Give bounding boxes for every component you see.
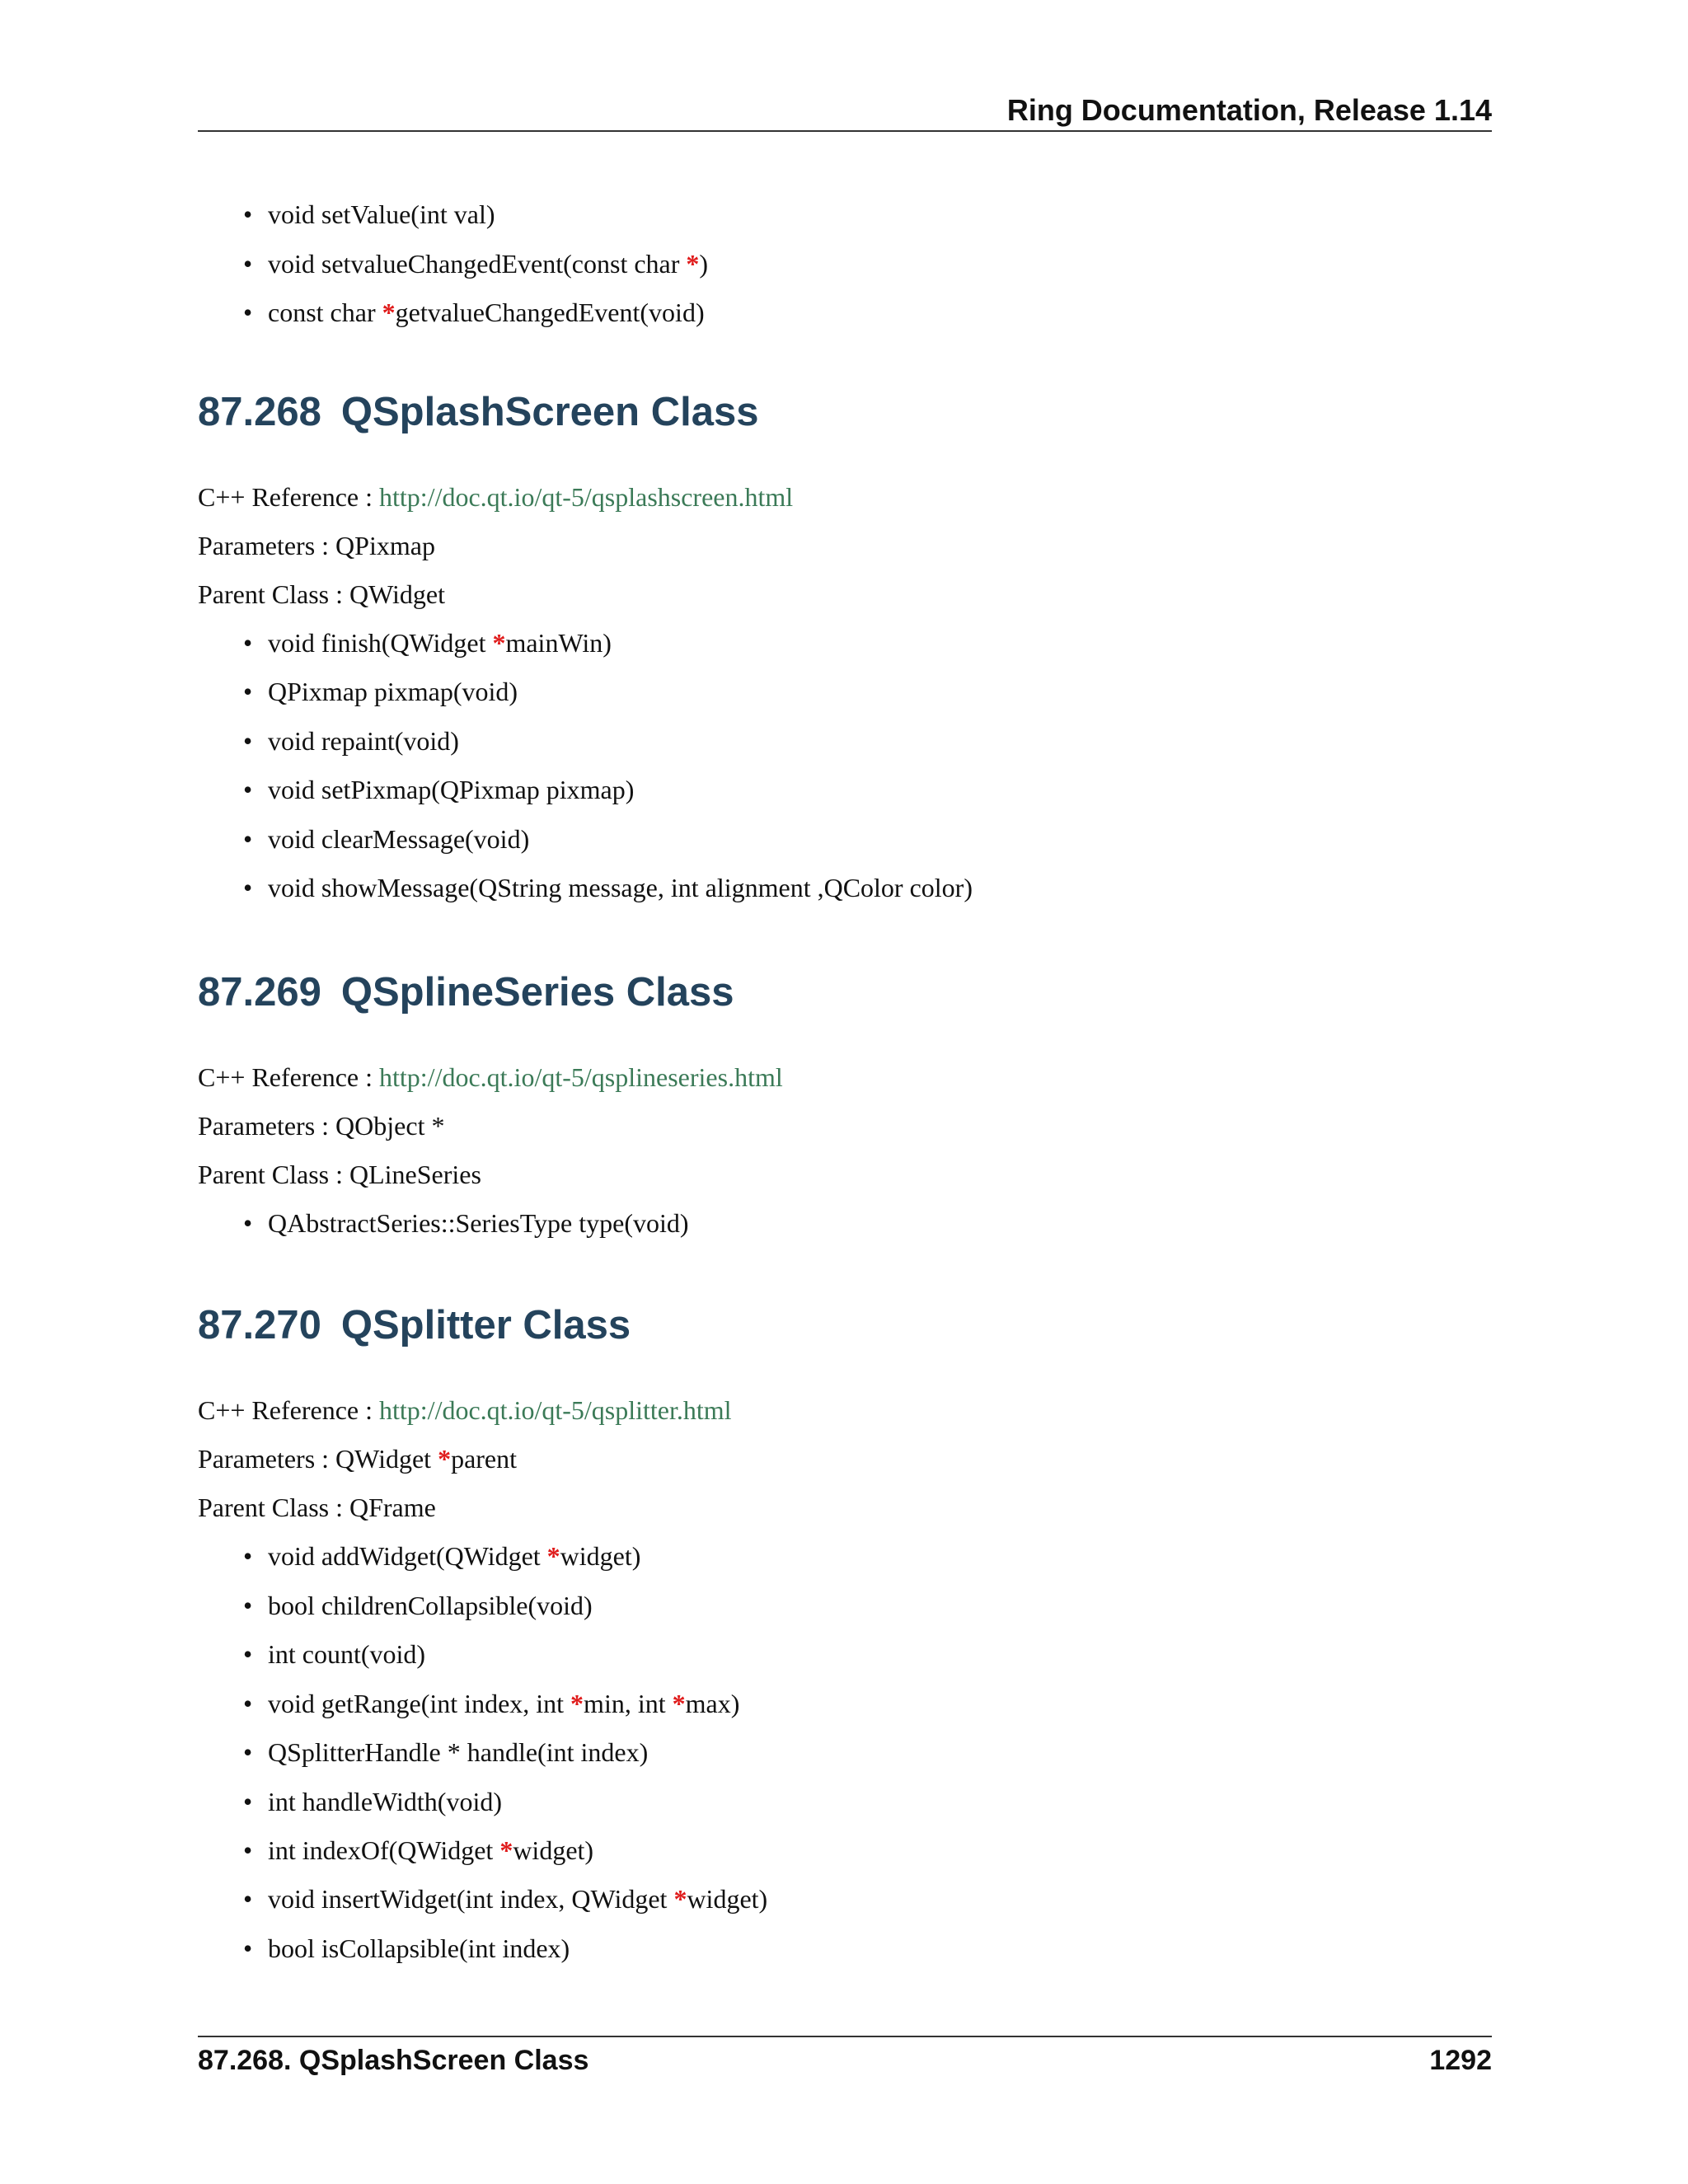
parent-class: Parent Class : QFrame (198, 1493, 436, 1522)
method-item: • void setPixmap(QPixmap pixmap) (268, 773, 634, 806)
method-item: • void repaint(void) (268, 724, 459, 757)
cpp-reference: C++ Reference : http://doc.qt.io/qt-5/qsplitter.html (198, 1395, 732, 1425)
method-item: • QPixmap pixmap(void) (268, 675, 518, 708)
header-rule (198, 130, 1492, 132)
method-item: • int handleWidth(void) (268, 1785, 502, 1818)
method-item: • void addWidget(QWidget *widget) (268, 1540, 640, 1572)
method-item: • void setValue(int val) (268, 198, 495, 231)
parameters: Parameters : QWidget *parent (198, 1444, 518, 1474)
section-heading-qsplineseries: 87.269 QSplineSeries Class (198, 970, 734, 1015)
parameters: Parameters : QPixmap (198, 531, 435, 560)
method-item: • QSplitterHandle * handle(int index) (268, 1736, 648, 1769)
cpp-reference-link[interactable]: http://doc.qt.io/qt-5/qsplitter.html (379, 1395, 732, 1425)
cpp-reference: C++ Reference : http://doc.qt.io/qt-5/qsplashscreen.html (198, 482, 794, 512)
method-item: • int count(void) (268, 1638, 425, 1671)
cpp-reference-link[interactable]: http://doc.qt.io/qt-5/qsplashscreen.html (379, 482, 794, 512)
method-item: • void setvalueChangedEvent(const char *) (268, 247, 708, 280)
section-heading-qsplitter: 87.270 QSplitter Class (198, 1303, 631, 1347)
cpp-reference-link[interactable]: http://doc.qt.io/qt-5/qsplineseries.html (379, 1062, 783, 1092)
method-item: • QAbstractSeries::SeriesType type(void) (268, 1207, 689, 1240)
page-footer (198, 2042, 1492, 2079)
parent-class: Parent Class : QLineSeries (198, 1160, 481, 1189)
footer-section-title: 87.268. QSplashScreen Class (198, 2045, 589, 2076)
method-item: • void showMessage(QString message, int alignment ,QColor color) (268, 871, 973, 904)
method-item: • bool childrenCollapsible(void) (268, 1589, 593, 1622)
method-item: • const char *getvalueChangedEvent(void) (268, 296, 705, 329)
cpp-reference: C++ Reference : http://doc.qt.io/qt-5/qsplineseries.html (198, 1062, 783, 1092)
running-header: Ring Documentation, Release 1.14 (1006, 93, 1492, 127)
method-item: • void insertWidget(int index, QWidget *widget) (268, 1882, 767, 1915)
parent-class: Parent Class : QWidget (198, 579, 445, 609)
page-number: 1292 (1429, 2045, 1492, 2076)
method-item: • int indexOf(QWidget *widget) (268, 1834, 593, 1867)
parameters: Parameters : QObject * (198, 1111, 445, 1141)
footer-rule (198, 2036, 1492, 2037)
section-heading-qsplashscreen: 87.268 QSplashScreen Class (198, 390, 759, 434)
method-item: • void clearMessage(void) (268, 823, 529, 855)
method-item: • void getRange(int index, int *min, int *max) (268, 1687, 739, 1720)
method-item: • void finish(QWidget *mainWin) (268, 626, 612, 659)
method-item: • bool isCollapsible(int index) (268, 1932, 570, 1965)
